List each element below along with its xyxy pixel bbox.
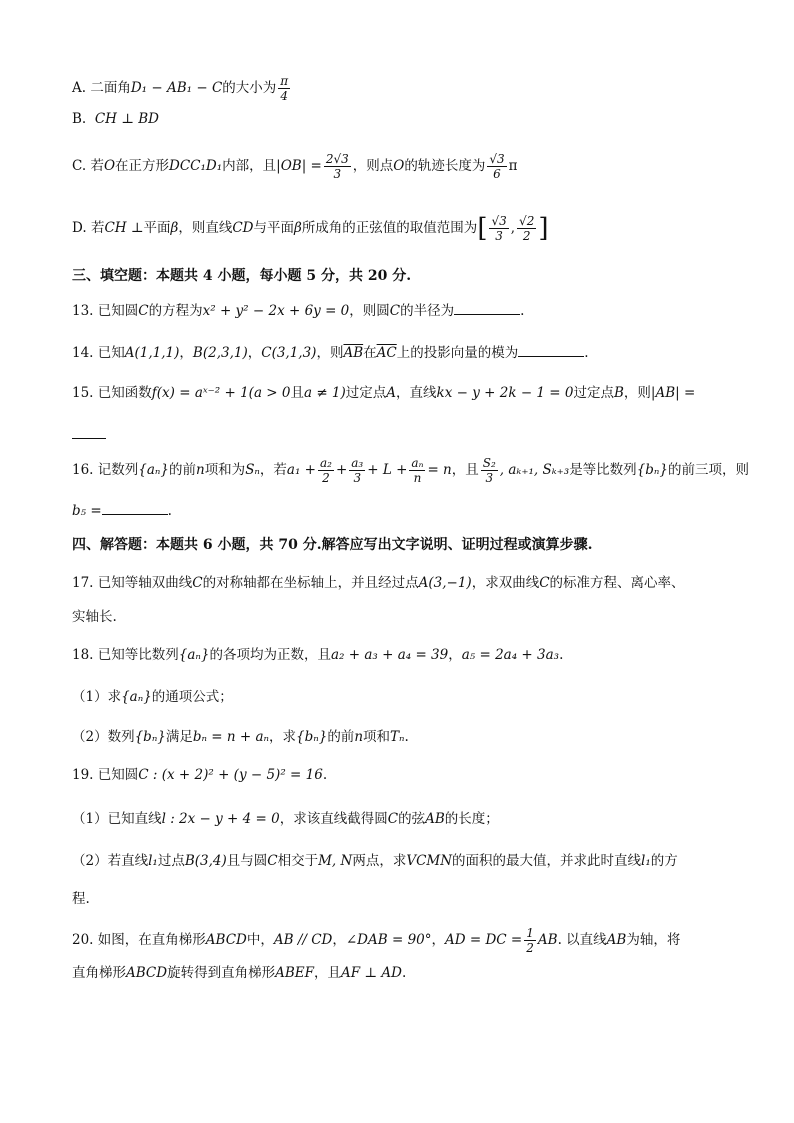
option-c: C. 若O在正方形DCC₁D₁内部，且|OB| = $\frac{2√3}{3}$ ，则点O的轨迹长度为 $\frac{√3}{6}$ π bbox=[72, 152, 518, 181]
fraction: $\frac{√2}{2}$ bbox=[519, 214, 535, 243]
question-18-part-2: （2）数列{bₙ}满足bₙ = n + aₙ，求{bₙ}的前n项和Tₙ. bbox=[72, 729, 409, 745]
option-b: B. CH ⊥ BD bbox=[72, 111, 159, 127]
section-3-heading: 三、填空题：本题共 4 小题，每小题 5 分，共 20 分. bbox=[72, 268, 412, 284]
answer-blank[interactable] bbox=[518, 342, 584, 357]
fraction: $\frac{\text{S₂}}{3}$ bbox=[482, 456, 496, 485]
section-4-heading: 四、解答题：本题共 6 小题，共 70 分.解答应写出文字说明、证明过程或演算步骤. bbox=[72, 537, 593, 553]
fraction: $\frac{\text{a₃}}{3}$ bbox=[351, 456, 364, 485]
left-bracket: [ bbox=[477, 213, 488, 244]
question-19-part-1: （1）已知直线l : 2x − y + 4 = 0，求该直线截得圆C的弦AB的长度； bbox=[72, 811, 499, 827]
option-a: A. 二面角D₁ − AB₁ − C的大小为 $\frac{\pi}{4}$ bbox=[72, 74, 289, 103]
answer-blank[interactable] bbox=[454, 300, 520, 315]
fraction: $\frac{\text{aₙ}}{n}$ bbox=[411, 456, 424, 485]
fraction: $\frac{√3}{3}$ bbox=[491, 214, 507, 243]
question-16-line-2: b₅ = . bbox=[72, 500, 754, 522]
question-18: 18. 已知等比数列{aₙ}的各项均为正数，且a₂ + a₃ + a₄ = 39，a₅ = 2a₄ + 3a₃. bbox=[72, 647, 564, 663]
fraction: $\frac{1}{2}$ bbox=[526, 926, 534, 955]
right-bracket: ] bbox=[538, 213, 549, 244]
question-14: 14. 已知A(1,1,1)，B(2,3,1)，C(3,1,3)，则$\overline{AB}$在$\overline{AC}$上的投影向量的模为 . bbox=[72, 342, 754, 364]
option-d: D. 若CH ⊥平面β，则直线CD与平面β所成角的正弦值的取值范围为[ $\frac{√3}{3}$ , $\frac{√2}{2}$ ] bbox=[72, 213, 549, 244]
fraction: $\frac{\text{a₂}}{2}$ bbox=[320, 456, 332, 485]
question-19: 19. 已知圆C : (x + 2)² + (y − 5)² = 16. bbox=[72, 767, 328, 783]
question-20: 20. 如图，在直角梯形ABCD中，AB // CD，∠DAB = 90°，AD = DC = $\frac{1}{2}$ AB. 以直线AB为轴，将 bbox=[72, 926, 681, 955]
fraction: $\frac{√3}{6}$ bbox=[489, 152, 505, 181]
question-20-line-2: 直角梯形ABCD旋转得到直角梯形ABEF，且AF ⊥ AD. bbox=[72, 965, 407, 981]
question-15: 15. 已知函数f(x) = aˣ⁻² + 1(a > 0且a ≠ 1)过定点A，直线kx − y + 2k − 1 = 0过定点B，则|AB| = bbox=[72, 385, 696, 401]
fraction: $\frac{\pi}{4}$ bbox=[280, 74, 289, 103]
answer-blank[interactable] bbox=[102, 500, 168, 515]
question-16: 16. 记数列{aₙ}的前n项和为Sₙ，若a₁ + $\frac{\text{a₂}}{2}$ + $\frac{\text{a₃}}{3}$ + L + $\frac{\text{aₙ}}{n}$ = n，且 $\frac{\text{S₂}}{3}$ , aₖ₊₁, Sₖ₊₃是等比数列{bₙ}的前三项，则 bbox=[72, 456, 749, 485]
question-19-part-2: （2）若直线l₁过点B(3,4)且与圆C相交于M, N两点，求VCMN的面积的最大值，并求此时直线l₁的方 bbox=[72, 853, 678, 869]
answer-blank[interactable] bbox=[72, 424, 106, 439]
fraction: $\frac{2√3}{3}$ bbox=[325, 152, 349, 181]
question-17-line-2: 实轴长. bbox=[72, 609, 117, 625]
question-15-blank-line bbox=[72, 424, 754, 446]
question-18-part-1: （1）求{aₙ}的通项公式； bbox=[72, 689, 233, 705]
question-17: 17. 已知等轴双曲线C的对称轴都在坐标轴上，并且经过点A(3,−1)，求双曲线C的标准方程、离心率、 bbox=[72, 575, 685, 591]
question-19-part-2-line-2: 程. bbox=[72, 891, 90, 907]
question-13: 13. 已知圆C的方程为x² + y² − 2x + 6y = 0，则圆C的半径为 . bbox=[72, 300, 754, 322]
